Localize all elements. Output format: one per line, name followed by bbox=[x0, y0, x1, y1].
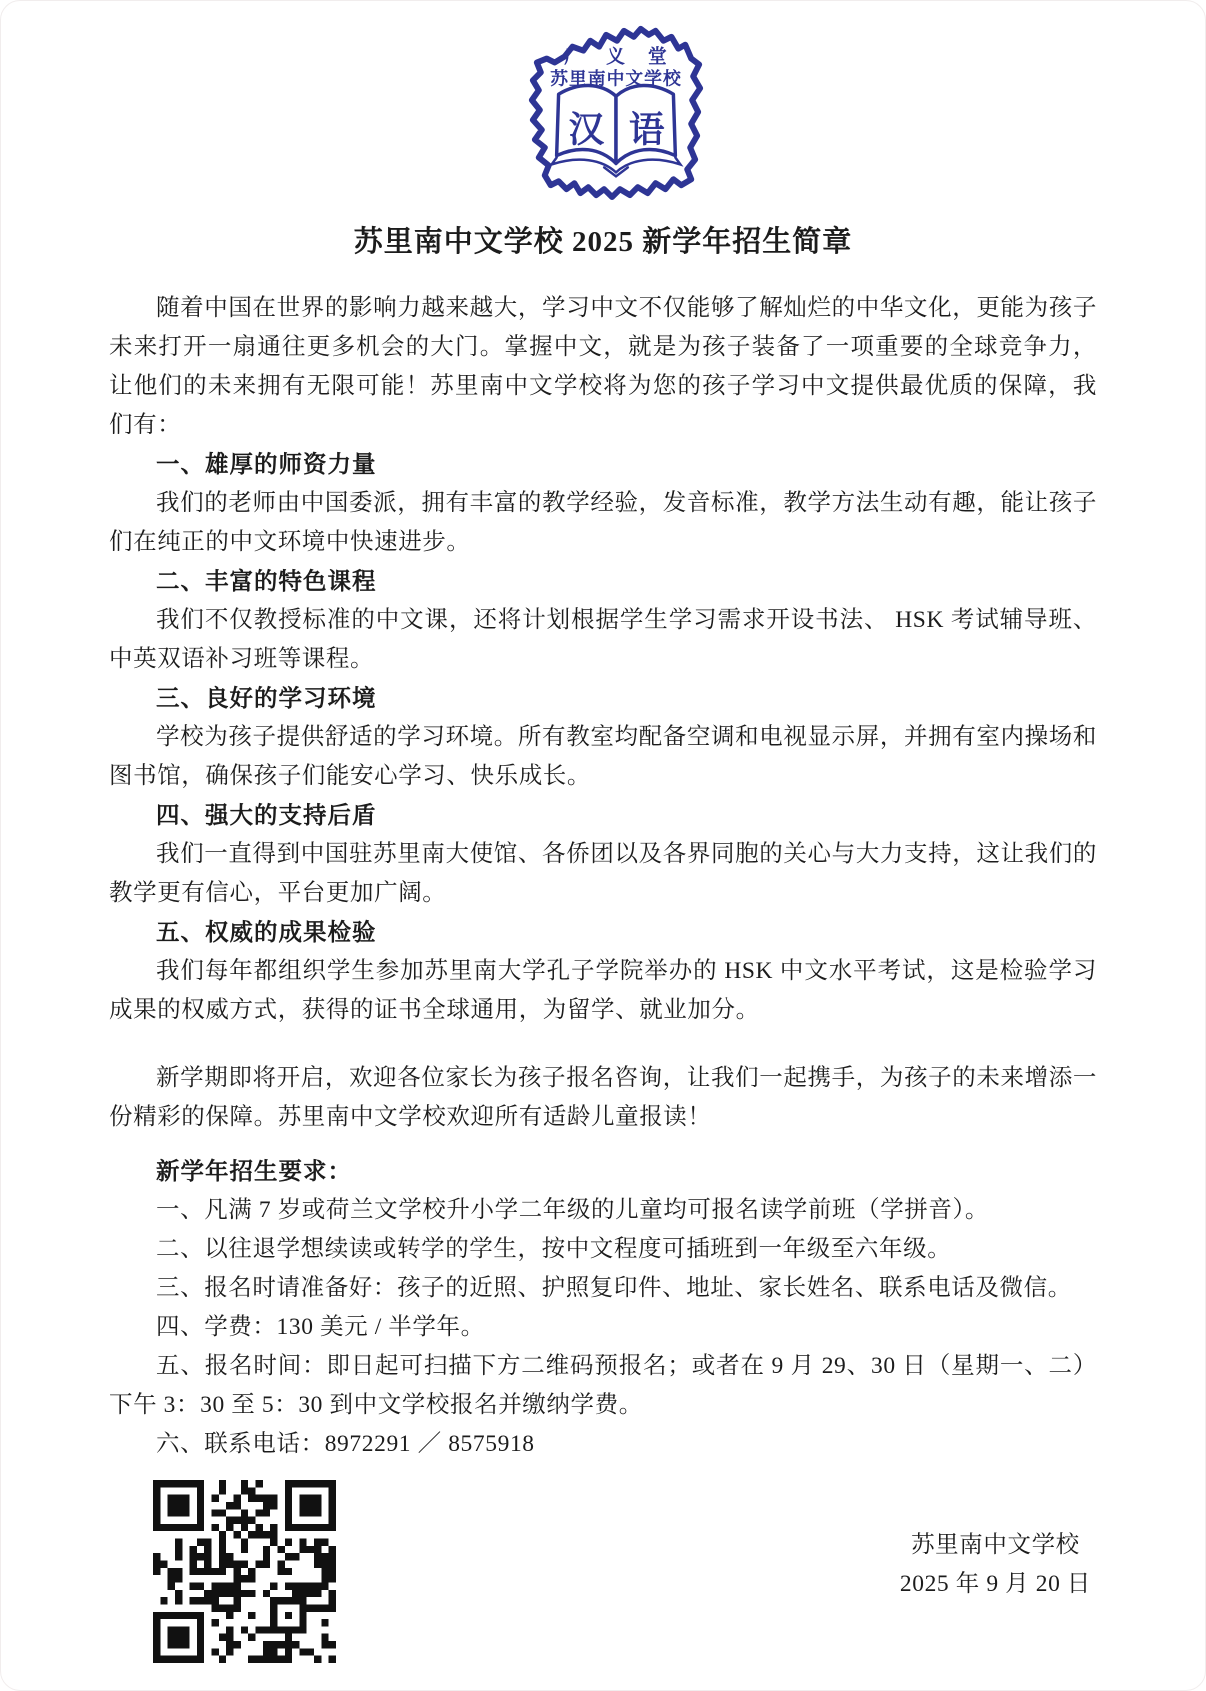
signature-block bbox=[900, 1480, 1091, 1604]
requirement-item: 五、报名时间：即日起可扫描下方二维码预报名；或者在 9 月 29、30 日（星期一、二）下午 3：30 至 5：30 到中文学校报名并缴纳学费。 bbox=[109, 1353, 1097, 1418]
section-paragraph: 我们的老师由中国委派，拥有丰富的教学经验，发音标准，教学方法生动有趣，能让孩子们在纯正的中文环境中快速进步。 bbox=[109, 490, 1097, 555]
intro-paragraph: 随着中国在世界的影响力越来越大，学习中文不仅能够了解灿烂的中华文化，更能为孩子未来打开一扇通往更多机会的大门。掌握中文，就是为孩子装备了一项重要的全球竞争力，让他们的未来拥有无限可能！苏里南中文学校将为您的孩子学习中文提供最优质的保障，我们有： bbox=[109, 295, 1097, 438]
document-body bbox=[1, 289, 1205, 1663]
section-heading: 五、权威的成果检验 bbox=[156, 919, 377, 945]
requirement-item: 四、学费：130 美元 / 半学年。 bbox=[156, 1314, 485, 1340]
requirement-item: 三、报名时请准备好：孩子的近照、护照复印件、地址、家长姓名、联系电话及微信。 bbox=[156, 1275, 1072, 1301]
school-logo bbox=[487, 17, 745, 205]
requirement-item: 二、以往退学想续读或转学的学生，按中文程度可插班到一年级至六年级。 bbox=[156, 1236, 952, 1262]
requirement-item: 一、凡满 7 岁或荷兰文学校升小学二年级的儿童均可报名读学前班（学拼音）。 bbox=[156, 1197, 989, 1223]
section-heading: 四、强大的支持后盾 bbox=[156, 802, 377, 828]
section-heading: 二、丰富的特色课程 bbox=[156, 568, 377, 594]
logo-book-char-yu: 语 bbox=[628, 109, 665, 150]
logo-text-guangyitang: 广 义 堂 bbox=[564, 45, 676, 67]
section-heading: 三、良好的学习环境 bbox=[156, 685, 377, 711]
section-heading: 一、雄厚的师资力量 bbox=[156, 451, 377, 477]
section-paragraph: 学校为孩子提供舒适的学习环境。所有教室均配备空调和电视显示屏，并拥有室内操场和图书馆，确保孩子们能安心学习、快乐成长。 bbox=[109, 724, 1097, 789]
logo-text-school-name: 苏里南中文学校 bbox=[550, 68, 682, 89]
document-title: 苏里南中文学校 2025 新学年招生简章 bbox=[353, 226, 853, 258]
section-paragraph: 我们一直得到中国驻苏里南大使馆、各侨团以及各界同胞的关心与大力支持，这让我们的教学更有信心，平台更加广阔。 bbox=[109, 841, 1097, 906]
bottom-row bbox=[109, 1480, 1097, 1663]
signature-name: 苏里南中文学校 bbox=[911, 1532, 1080, 1558]
section-paragraph: 我们不仅教授标准的中文课，还将计划根据学生学习需求开设书法、 HSK 考试辅导班、中英双语补习班等课程。 bbox=[109, 607, 1097, 672]
closing-paragraph: 新学期即将开启，欢迎各位家长为孩子报名咨询，让我们一起携手，为孩子的未来增添一份精彩的保障。苏里南中文学校欢迎所有适龄儿童报读！ bbox=[109, 1065, 1097, 1130]
logo-svg bbox=[487, 17, 745, 205]
signature-date: 2025 年 9 月 20 日 bbox=[899, 1571, 1091, 1597]
requirement-item: 六、联系电话：8972291 ／ 8575918 bbox=[156, 1431, 535, 1457]
section-paragraph: 我们每年都组织学生参加苏里南大学孔子学院举办的 HSK 中文水平考试，这是检验学习成果的权威方式，获得的证书全球通用，为留学、就业加分。 bbox=[109, 958, 1097, 1023]
logo-book-char-han: 汉 bbox=[568, 109, 605, 150]
qr-code bbox=[153, 1480, 336, 1663]
requirements-heading: 新学年招生要求： bbox=[156, 1158, 352, 1184]
